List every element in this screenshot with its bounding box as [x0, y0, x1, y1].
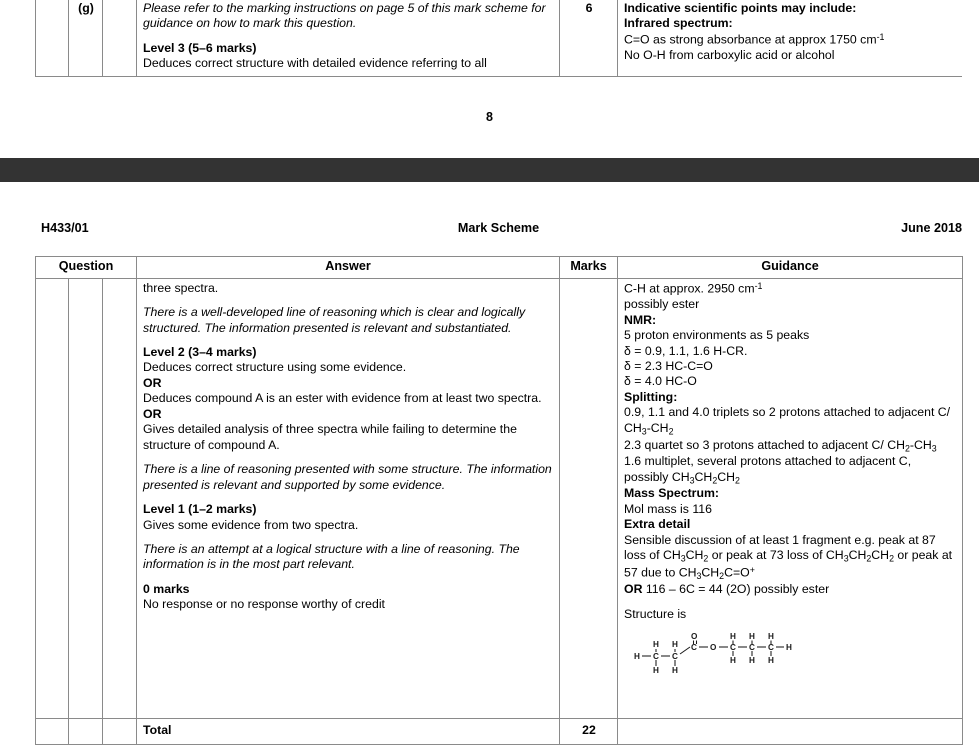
column-header-question: Question: [36, 257, 137, 279]
structure-svg: [632, 631, 832, 675]
guidance-content: [624, 281, 957, 622]
answer-line: OR: [143, 406, 162, 421]
atom-label-h: H: [749, 632, 755, 642]
table-header-row: [36, 257, 963, 279]
guidance-line: 2.3 quartet so 3 protons attached to adjacent C/ $CH_2-CH_3$: [624, 437, 937, 454]
total-guidance-cell: [618, 718, 963, 744]
question-number-cell: [36, 718, 69, 744]
spacer: [143, 573, 554, 582]
column-header-marks: Marks: [560, 257, 618, 279]
column-header-answer: Answer: [137, 257, 560, 279]
guidance-line-no-oh: No O-H from carboxylic acid or alcohol: [624, 48, 835, 63]
question-number-cell: [36, 278, 69, 718]
answer-line: No response or no response worthy of credit: [143, 597, 385, 612]
atom-label-h: H: [749, 656, 755, 666]
guidance-line-ir-heading: Infrared spectrum:: [624, 16, 733, 31]
atom-label-h: H: [653, 640, 659, 650]
answer-line: There is a line of reasoning presented with some structure. The information presented is relevant and supported by some evidence.: [143, 462, 552, 492]
spacer: [143, 453, 554, 462]
atom-label-h: H: [730, 632, 736, 642]
guidance-line: 1.6 multiplet, several protons attached to adjacent C, possibly $CH_3CH_2CH_2$: [624, 454, 912, 486]
answer-cell: [137, 278, 560, 718]
guidance-line: 5 proton environments as 5 peaks: [624, 328, 810, 343]
answer-line: Deduces compound A is an ester with evidence from at least two spectra.: [143, 391, 542, 406]
atom-label-c: C: [672, 652, 678, 662]
page-break-separator: [0, 158, 979, 182]
guidance-line: Sensible discussion of at least 1 fragment e.g. peak at 87 loss of $CH_3CH_2$ or peak at 73 loss of $CH_3CH_2CH_2$ or peak at 57 due to $CH_3CH_2C=O^+$: [624, 532, 953, 582]
mark-scheme-table-main: [35, 256, 963, 745]
atom-label-c: C: [653, 652, 659, 662]
page-number: 8: [486, 110, 493, 124]
table-row: [36, 0, 963, 77]
question-number-cell: [36, 0, 69, 77]
guidance-line: Splitting:: [624, 389, 678, 404]
answer-line: Gives some evidence from two spectra.: [143, 517, 359, 532]
marks-cell: [560, 278, 618, 718]
guidance-line: Extra detail: [624, 517, 691, 532]
guidance-line: δ = 4.0 HC-O: [624, 374, 697, 389]
answer-cell: [137, 0, 560, 77]
answer-line: Level 2 (3–4 marks): [143, 345, 257, 359]
atom-label-c: C: [768, 643, 774, 653]
guidance-cell: [618, 0, 963, 77]
question-subpart-cell: [103, 278, 137, 718]
atom-label-h: H: [786, 643, 792, 653]
question-part-cell: [69, 278, 103, 718]
guidance-line: Structure is: [624, 606, 687, 621]
answer-line: three spectra.: [143, 280, 219, 295]
superscript-units: -1: [876, 31, 885, 42]
atom-label-h: H: [672, 640, 678, 650]
answer-line: OR: [143, 375, 162, 390]
mark-scheme-table-top: [35, 0, 962, 77]
paper-code: H433/01: [41, 221, 89, 235]
guidance-line: possibly ester: [624, 297, 700, 312]
chemical-structure-diagram: [624, 631, 957, 675]
guidance-cell: [618, 278, 963, 718]
question-subpart-cell: [103, 0, 137, 77]
question-part-cell: (g): [69, 0, 103, 77]
guidance-line-indicative-heading: Indicative scientific points may include:: [624, 1, 857, 15]
guidance-line: Mol mass is 116: [624, 501, 712, 516]
spacer: [143, 336, 554, 345]
exam-session: June 2018: [901, 221, 962, 235]
marks-cell: 6: [560, 0, 618, 77]
answer-line-level3-body: Deduces correct structure with detailed evidence referring to all: [143, 56, 487, 71]
atom-label-h: H: [730, 656, 736, 666]
answer-line: There is an attempt at a logical structure with a line of reasoning. The information is in the most part relevant.: [143, 541, 520, 572]
total-label: Total: [137, 718, 560, 744]
answer-line: 0 marks: [143, 581, 190, 596]
atom-label-c: C: [730, 643, 736, 653]
answer-line: There is a well-developed line of reasoning which is clear and logically structured. The information presented is relevant and substantiated.: [143, 305, 526, 335]
document-header: [35, 221, 962, 235]
guidance-line: 0.9, 1.1 and 4.0 triplets so 2 protons attached to adjacent C/ $CH_3-CH_2$: [624, 405, 951, 437]
answer-content: [143, 281, 554, 613]
guidance-line: C-H at approx. 2950 $cm^{-1}$: [624, 280, 763, 296]
guidance-line: NMR:: [624, 312, 657, 327]
mark-scheme-table-wrap: [35, 256, 962, 745]
atom-label-c: C: [691, 643, 697, 653]
document-title: Mark Scheme: [457, 221, 540, 235]
guidance-line: δ = 2.3 HC-C=O: [624, 359, 713, 373]
atom-label-o: O: [691, 632, 698, 642]
guidance-line-co-absorbance: C=O as strong absorbance at approx 1750 $cm^{-1}$: [624, 31, 885, 47]
total-marks: 22: [560, 718, 618, 744]
atom-label-h: H: [672, 666, 678, 676]
spacer: [143, 533, 554, 542]
atom-label-h: H: [634, 652, 640, 662]
atom-label-h: H: [768, 656, 774, 666]
spacer: [624, 598, 957, 607]
guidance-line: Mass Spectrum:: [624, 486, 720, 501]
guidance-line: OR 116 – 6C = 44 (2O) possibly ester: [624, 582, 830, 597]
question-subpart-cell: [103, 718, 137, 744]
spacer: [143, 493, 554, 502]
answer-line-instruction: Please refer to the marking instructions on page 5 of this mark scheme for guidance on how to mark this question.: [143, 1, 546, 31]
question-part-cell: [69, 718, 103, 744]
column-header-guidance: Guidance: [618, 257, 963, 279]
guidance-line: δ = 0.9, 1.1, 1.6 H-CR.: [624, 343, 748, 358]
spacer: [143, 296, 554, 305]
table-row: [36, 278, 963, 718]
answer-line: Gives detailed analysis of three spectra while failing to determine the structure of compound A.: [143, 422, 517, 452]
table-row-total: [36, 718, 963, 744]
answer-line: Deduces correct structure using some evidence.: [143, 360, 407, 375]
atom-label-h: H: [768, 632, 774, 642]
answer-line: Level 1 (1–2 marks): [143, 502, 257, 517]
atom-label-h: H: [653, 666, 659, 676]
atom-label-o: O: [710, 643, 717, 653]
atom-label-c: C: [749, 643, 755, 653]
answer-line-level3-heading: Level 3 (5–6 marks): [143, 40, 257, 55]
previous-page-table-continuation: [35, 0, 962, 81]
spacer: [143, 32, 554, 41]
